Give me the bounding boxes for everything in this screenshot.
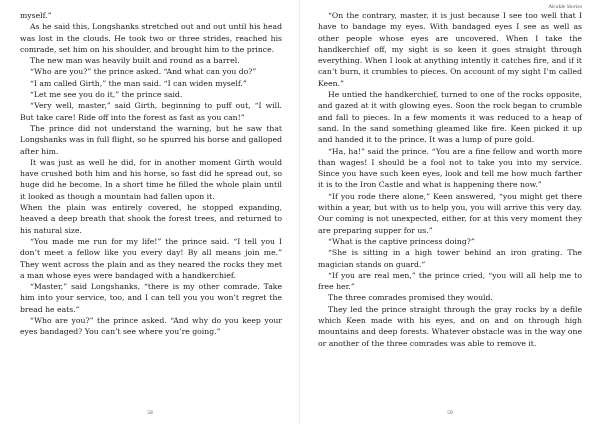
paragraph: “Let me see you do it,” the prince said. [30, 90, 183, 100]
paragraph: “Who are you?” the prince asked. “And what can you do?” [30, 67, 257, 77]
page-number: 59 [447, 410, 453, 416]
paragraph: “Ha, ha!” said the prince. “You are a fine fellow and worth more than wages! I should be a fool not to take you into my service. Since you have such keen eyes, look and tell me how much farther it is to the Iron Castle and what is happening there now.” [318, 146, 582, 190]
paragraph: “Master,” said Longshanks, “there is my other comrade. Take him into your service, too, and I can tell you you won’t regret the bread he eats.” [20, 282, 282, 314]
paragraph: “If you rode there alone,” Keen answered, “you might get there within a year, but with us to help you, you will arrive this very day. Our coming is not unexpected, either, for at this very moment they are preparing supper for us.” [318, 191, 582, 235]
paragraph: The three comrades promised they would. [328, 293, 493, 303]
right-page-body [318, 10, 582, 349]
paragraph: myself.” [20, 11, 52, 20]
paragraph: When the plain was entirely covered, he stopped expanding, heaved a deep breath that shook the forest trees, and returned to his natural size. [20, 203, 282, 235]
paragraph: “On the contrary, master, it is just because I see too well that I have to bandage my eyes. With bandaged eyes I see as well as other people whose eyes are uncovered. When I take the handkerchief off, my sight is so keen it goes straight through everything. When I look at anything intently it catches fire, and if it can’t burn, it crumbles to pieces. On account of my sight I’m called Keen.” [318, 11, 582, 88]
paragraph: He untied the handkerchief, turned to one of the rocks opposite, and gazed at it with glowing eyes. Soon the rock began to crumble and fall to pieces. In a few moments it was reduced to a heap of sand. In the sand something gleamed like fire. Keen picked it up and handed it to the prince. It was a lump of pure gold. [318, 90, 582, 145]
paragraph: “What is the captive princess doing?” [328, 236, 475, 246]
paragraph: The new man was heavily built and round as a barrel. [30, 56, 240, 66]
paragraph: “I am called Girth,” the man said. “I can widen myself.” [30, 78, 247, 88]
paragraph: “You made me run for my life!” the prince said. “I tell you I don’t meet a fellow like you every day! By all means join me.” They went across the plain and as they neared the rocks they met a man whose eyes were bandaged with a handkerchief. [20, 236, 282, 280]
right-page [300, 0, 600, 424]
running-header: Alcalde Stories [548, 4, 582, 10]
paragraph: The prince did not understand the warning, but he saw that Longshanks was in full flight, so he spurred his horse and galloped after him. [20, 123, 282, 156]
paragraph: “She is sitting in a high tower behind an iron grating. The magician stands on guard.” [318, 248, 582, 269]
paragraph: “Who are you?” the prince asked. “And why do you keep your eyes bandaged? You can’t see where you’re going.” [20, 316, 282, 337]
paragraph: As he said this, Longshanks stretched out and out until his head was lost in the clouds. He took two or three strides, reached his comrade, set him on his shoulder, and brought him to the prince. [20, 22, 282, 54]
left-page-body [20, 10, 282, 338]
page-number: 58 [147, 410, 153, 416]
paragraph: “Very well, master,” said Girth, beginning to puff out, “I will. But take care! Ride off into the forest as fast as you can!” [20, 101, 282, 122]
paragraph: It was just as well he did, for in another moment Girth would have crushed both him and his horse, so fast did he spread out, so huge did he become. In a short time he filled the whole plain until it looked as though a mountain had fallen upon it. [20, 157, 282, 201]
paragraph: “If you are real men,” the prince cried, “you will all help me to free her.” [318, 270, 582, 292]
paragraph: They led the prince straight through the gray rocks by a defile which Keen made with his eyes, and on and on through high mountains and deep forests. Whatever obstacle was in the way one or another of the three comrades was able to remove it. [318, 304, 582, 348]
